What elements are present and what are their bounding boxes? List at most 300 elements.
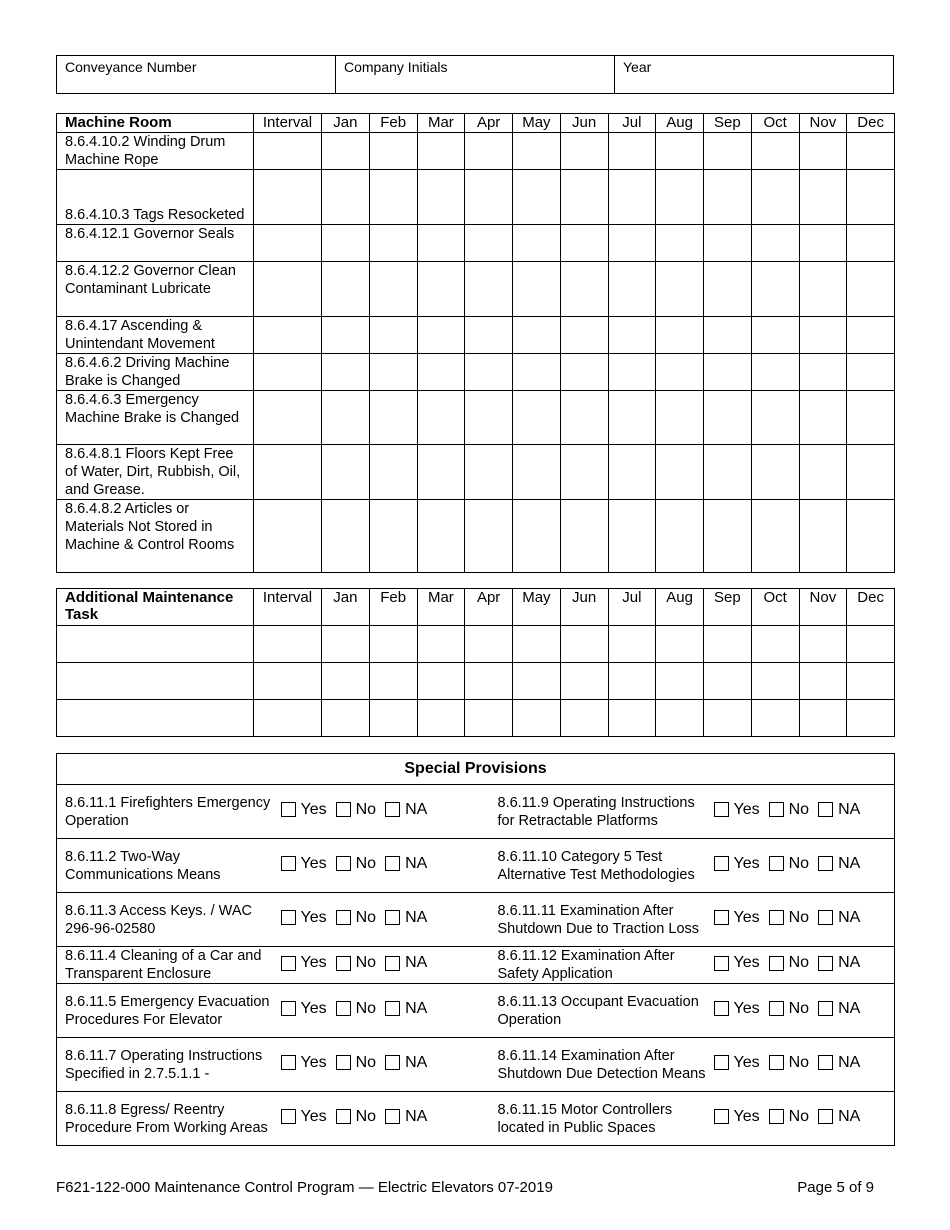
entry-cell[interactable] [704,354,752,391]
entry-cell[interactable] [704,133,752,170]
checkbox[interactable] [336,1001,351,1016]
table-row [57,262,895,317]
option-no[interactable] [336,954,376,972]
option-yes[interactable] [714,1108,760,1126]
checkbox[interactable] [385,910,400,925]
checkbox[interactable] [385,1055,400,1070]
column-header-12: Dec [847,589,895,626]
option-na[interactable] [385,855,427,873]
task-entry-cell[interactable] [57,626,254,663]
checkbox[interactable] [818,802,833,817]
entry-cell[interactable] [254,626,322,663]
entry-cell[interactable] [254,663,322,700]
checkbox[interactable] [769,802,784,817]
option-yes[interactable] [714,1000,760,1018]
entry-cell[interactable] [847,262,895,317]
entry-cell[interactable] [751,317,799,354]
table-row [57,225,895,262]
entry-cell[interactable] [417,663,465,700]
option-yes[interactable] [281,801,327,819]
company-initials-field[interactable]: Company Initials [336,56,615,94]
entry-cell[interactable] [369,663,417,700]
option-na[interactable] [818,1054,860,1072]
yes-no-na-group [708,893,895,947]
entry-cell[interactable] [656,391,704,445]
provision-label: 8.6.11.15 Motor Controllers located in Public Spaces [490,1092,708,1146]
option-no[interactable] [336,1108,376,1126]
entry-cell[interactable] [656,445,704,500]
entry-cell[interactable] [751,170,799,225]
entry-cell[interactable] [254,170,322,225]
option-label: NA [838,954,861,972]
entry-cell[interactable] [465,262,513,317]
table-row [57,317,895,354]
entry-cell[interactable] [704,170,752,225]
entry-cell[interactable] [513,445,561,500]
entry-cell[interactable] [656,170,704,225]
table-row [57,500,895,573]
option-label: NA [838,854,861,872]
checkbox[interactable] [281,956,296,971]
entry-cell[interactable] [322,663,370,700]
entry-cell[interactable] [751,700,799,737]
entry-cell[interactable] [847,663,895,700]
option-label: No [788,854,810,872]
entry-cell[interactable] [369,170,417,225]
option-no[interactable] [769,1000,809,1018]
checkbox[interactable] [385,1001,400,1016]
yes-no-na-group [708,839,895,893]
entry-cell[interactable] [656,317,704,354]
task-label: 8.6.4.10.2 Winding Drum Machine Rope [57,133,254,170]
entry-cell[interactable] [751,133,799,170]
option-label: Yes [300,800,327,818]
checkbox[interactable] [714,910,729,925]
column-header-9: Sep [704,114,752,133]
entry-cell[interactable] [254,700,322,737]
entry-cell[interactable] [751,626,799,663]
entry-cell[interactable] [369,626,417,663]
entry-cell[interactable] [254,262,322,317]
entry-cell[interactable] [465,700,513,737]
entry-cell[interactable] [656,354,704,391]
option-no[interactable] [769,1054,809,1072]
entry-cell[interactable] [608,262,656,317]
checkbox[interactable] [714,1055,729,1070]
option-label: No [355,854,377,872]
entry-cell[interactable] [656,626,704,663]
option-na[interactable] [385,1108,427,1126]
option-na[interactable] [818,954,860,972]
task-label: 8.6.4.6.3 Emergency Machine Brake is Changed [57,391,254,445]
entry-cell[interactable] [417,626,465,663]
entry-cell[interactable] [513,354,561,391]
provision-row [57,1092,895,1146]
table-row [57,170,895,225]
checkbox[interactable] [714,1001,729,1016]
entry-cell[interactable] [417,317,465,354]
entry-cell[interactable] [465,445,513,500]
entry-cell[interactable] [254,391,322,445]
entry-cell[interactable] [369,354,417,391]
entry-cell[interactable] [465,663,513,700]
entry-cell[interactable] [369,262,417,317]
entry-cell[interactable] [369,391,417,445]
entry-cell[interactable] [513,317,561,354]
checkbox[interactable] [818,910,833,925]
task-column-header: Machine Room [57,114,254,133]
entry-cell[interactable] [799,663,847,700]
option-no[interactable] [769,855,809,873]
checkbox[interactable] [714,1109,729,1124]
entry-cell[interactable] [751,225,799,262]
entry-cell[interactable] [560,317,608,354]
entry-cell[interactable] [465,354,513,391]
checkbox[interactable] [281,1001,296,1016]
option-na[interactable] [818,801,860,819]
option-na[interactable] [385,1000,427,1018]
column-header-0: Interval [254,114,322,133]
entry-cell[interactable] [513,700,561,737]
checkbox[interactable] [385,1109,400,1124]
checkbox[interactable] [769,1001,784,1016]
provision-row [57,893,895,947]
entry-cell[interactable] [847,391,895,445]
column-header-9: Sep [704,589,752,626]
option-yes[interactable] [281,855,327,873]
entry-cell[interactable] [417,262,465,317]
yes-no-na-group [708,984,895,1038]
entry-cell[interactable] [417,700,465,737]
checkbox[interactable] [385,802,400,817]
task-entry-cell[interactable] [57,700,254,737]
checkbox[interactable] [281,856,296,871]
task-label: 8.6.4.12.1 Governor Seals [57,225,254,262]
entry-cell[interactable] [847,626,895,663]
option-label: No [788,1053,810,1071]
form-title: F621-122-000 Maintenance Control Program — Electric Elevators 07-2019 [56,1179,553,1196]
entry-cell[interactable] [560,626,608,663]
entry-cell[interactable] [847,225,895,262]
entry-cell[interactable] [322,500,370,573]
provision-label: 8.6.11.3 Access Keys. / WAC 296-96-02580 [57,893,274,947]
entry-cell[interactable] [369,700,417,737]
checkbox[interactable] [385,856,400,871]
checkbox[interactable] [714,856,729,871]
option-na[interactable] [385,1054,427,1072]
entry-cell[interactable] [704,663,752,700]
year-field[interactable]: Year [615,56,894,94]
table-row [57,391,895,445]
conveyance-number-field[interactable]: Conveyance Number [57,56,336,94]
entry-cell[interactable] [704,225,752,262]
entry-cell[interactable] [608,500,656,573]
entry-cell[interactable] [608,663,656,700]
entry-cell[interactable] [369,500,417,573]
entry-cell[interactable] [608,391,656,445]
option-na[interactable] [818,909,860,927]
yes-no-na-group [708,1092,895,1146]
provision-row [57,839,895,893]
entry-cell[interactable] [417,391,465,445]
column-header-11: Nov [799,114,847,133]
checkbox[interactable] [336,1055,351,1070]
option-label: Yes [733,800,760,818]
entry-cell[interactable] [560,170,608,225]
entry-cell[interactable] [799,354,847,391]
yes-no-na-group [274,1092,490,1146]
entry-cell[interactable] [656,225,704,262]
entry-cell[interactable] [513,663,561,700]
entry-cell[interactable] [847,317,895,354]
entry-cell[interactable] [704,700,752,737]
entry-cell[interactable] [608,626,656,663]
option-yes[interactable] [281,1054,327,1072]
entry-cell[interactable] [560,445,608,500]
option-label: No [788,908,810,926]
checkbox[interactable] [336,910,351,925]
entry-cell[interactable] [322,445,370,500]
entry-cell[interactable] [608,225,656,262]
entry-cell[interactable] [560,500,608,573]
entry-cell[interactable] [799,317,847,354]
entry-cell[interactable] [847,354,895,391]
option-no[interactable] [769,909,809,927]
entry-cell[interactable] [560,262,608,317]
checkbox[interactable] [281,910,296,925]
option-yes[interactable] [281,1000,327,1018]
yes-no-na-group [708,785,895,839]
entry-cell[interactable] [799,626,847,663]
entry-cell[interactable] [513,133,561,170]
provision-label: 8.6.11.8 Egress/ Reentry Procedure From Working Areas [57,1092,274,1146]
checkbox[interactable] [769,1109,784,1124]
entry-cell[interactable] [254,133,322,170]
entry-cell[interactable] [254,354,322,391]
checkbox[interactable] [769,856,784,871]
checkbox[interactable] [818,956,833,971]
entry-cell[interactable] [799,445,847,500]
checkbox[interactable] [281,802,296,817]
checkbox[interactable] [769,910,784,925]
entry-cell[interactable] [560,663,608,700]
option-no[interactable] [336,855,376,873]
entry-cell[interactable] [608,170,656,225]
option-label: Yes [300,854,327,872]
entry-cell[interactable] [369,317,417,354]
entry-cell[interactable] [847,445,895,500]
checkbox[interactable] [818,1055,833,1070]
entry-cell[interactable] [704,626,752,663]
task-column-header: Additional Maintenance Task [57,589,254,626]
option-no[interactable] [336,909,376,927]
entry-cell[interactable] [322,391,370,445]
entry-cell[interactable] [751,354,799,391]
entry-cell[interactable] [608,354,656,391]
entry-cell[interactable] [656,500,704,573]
entry-cell[interactable] [465,317,513,354]
entry-cell[interactable] [751,500,799,573]
option-yes[interactable] [714,1054,760,1072]
entry-cell[interactable] [513,225,561,262]
option-yes[interactable] [281,909,327,927]
yes-no-na-group [274,1038,490,1092]
entry-cell[interactable] [560,133,608,170]
entry-cell[interactable] [704,500,752,573]
entry-cell[interactable] [322,170,370,225]
checkbox[interactable] [385,956,400,971]
entry-cell[interactable] [704,317,752,354]
option-na[interactable] [818,1000,860,1018]
entry-cell[interactable] [608,317,656,354]
entry-cell[interactable] [751,391,799,445]
entry-cell[interactable] [751,262,799,317]
entry-cell[interactable] [369,225,417,262]
checkbox[interactable] [818,1001,833,1016]
entry-cell[interactable] [704,262,752,317]
checkbox[interactable] [769,956,784,971]
option-no[interactable] [336,1000,376,1018]
entry-cell[interactable] [799,500,847,573]
option-no[interactable] [336,1054,376,1072]
yes-no-na-group [708,947,895,984]
checkbox[interactable] [818,856,833,871]
option-label: Yes [300,954,327,972]
entry-cell[interactable] [322,354,370,391]
column-header-3: Mar [417,589,465,626]
option-yes[interactable] [714,855,760,873]
option-label: No [355,1053,377,1071]
table-row [57,663,895,700]
option-na[interactable] [385,909,427,927]
entry-cell[interactable] [608,445,656,500]
entry-cell[interactable] [465,391,513,445]
entry-cell[interactable] [369,445,417,500]
entry-cell[interactable] [560,225,608,262]
entry-cell[interactable] [417,225,465,262]
entry-cell[interactable] [847,500,895,573]
entry-cell[interactable] [799,170,847,225]
checkbox[interactable] [714,802,729,817]
additional-maintenance-header [57,589,895,626]
entry-cell[interactable] [656,262,704,317]
entry-cell[interactable] [322,133,370,170]
entry-cell[interactable] [417,354,465,391]
entry-cell[interactable] [322,626,370,663]
option-label: NA [838,908,861,926]
task-entry-cell[interactable] [57,663,254,700]
entry-cell[interactable] [322,700,370,737]
provision-label: 8.6.11.4 Cleaning of a Car and Transparent Enclosure [57,947,274,984]
entry-cell[interactable] [254,225,322,262]
checkbox[interactable] [714,956,729,971]
option-yes[interactable] [714,801,760,819]
option-label: No [788,999,810,1017]
option-na[interactable] [818,1108,860,1126]
entry-cell[interactable] [322,225,370,262]
entry-cell[interactable] [560,391,608,445]
checkbox[interactable] [336,956,351,971]
entry-cell[interactable] [799,391,847,445]
option-label: No [355,1107,377,1125]
entry-cell[interactable] [847,700,895,737]
option-yes[interactable] [714,954,760,972]
entry-cell[interactable] [751,663,799,700]
column-header-1: Jan [322,589,370,626]
entry-cell[interactable] [417,133,465,170]
option-no[interactable] [769,801,809,819]
checkbox[interactable] [336,802,351,817]
option-na[interactable] [818,855,860,873]
option-label: Yes [733,1107,760,1125]
entry-cell[interactable] [465,500,513,573]
option-yes[interactable] [281,954,327,972]
option-yes[interactable] [714,909,760,927]
entry-cell[interactable] [799,225,847,262]
entry-cell[interactable] [704,445,752,500]
checkbox[interactable] [281,1055,296,1070]
entry-cell[interactable] [465,225,513,262]
checkbox[interactable] [336,1109,351,1124]
entry-cell[interactable] [254,317,322,354]
entry-cell[interactable] [513,626,561,663]
entry-cell[interactable] [560,700,608,737]
entry-cell[interactable] [513,262,561,317]
entry-cell[interactable] [417,500,465,573]
entry-cell[interactable] [513,500,561,573]
entry-cell[interactable] [656,133,704,170]
entry-cell[interactable] [847,170,895,225]
entry-cell[interactable] [560,354,608,391]
option-na[interactable] [385,801,427,819]
column-header-5: May [513,114,561,133]
option-no[interactable] [336,801,376,819]
checkbox[interactable] [281,1109,296,1124]
entry-cell[interactable] [799,133,847,170]
entry-cell[interactable] [322,317,370,354]
option-no[interactable] [769,954,809,972]
column-header-11: Nov [799,589,847,626]
entry-cell[interactable] [513,391,561,445]
entry-cell[interactable] [254,500,322,573]
entry-cell[interactable] [417,170,465,225]
option-label: No [355,908,377,926]
entry-cell[interactable] [608,133,656,170]
entry-cell[interactable] [751,445,799,500]
entry-cell[interactable] [847,133,895,170]
entry-cell[interactable] [799,700,847,737]
entry-cell[interactable] [704,391,752,445]
entry-cell[interactable] [417,445,465,500]
entry-cell[interactable] [513,170,561,225]
checkbox[interactable] [336,856,351,871]
option-no[interactable] [769,1108,809,1126]
entry-cell[interactable] [322,262,370,317]
entry-cell[interactable] [465,626,513,663]
entry-cell[interactable] [465,170,513,225]
entry-cell[interactable] [656,663,704,700]
entry-cell[interactable] [656,700,704,737]
entry-cell[interactable] [254,445,322,500]
checkbox[interactable] [769,1055,784,1070]
entry-cell[interactable] [799,262,847,317]
checkbox[interactable] [818,1109,833,1124]
option-na[interactable] [385,954,427,972]
option-yes[interactable] [281,1108,327,1126]
entry-cell[interactable] [369,133,417,170]
entry-cell[interactable] [465,133,513,170]
entry-cell[interactable] [608,700,656,737]
